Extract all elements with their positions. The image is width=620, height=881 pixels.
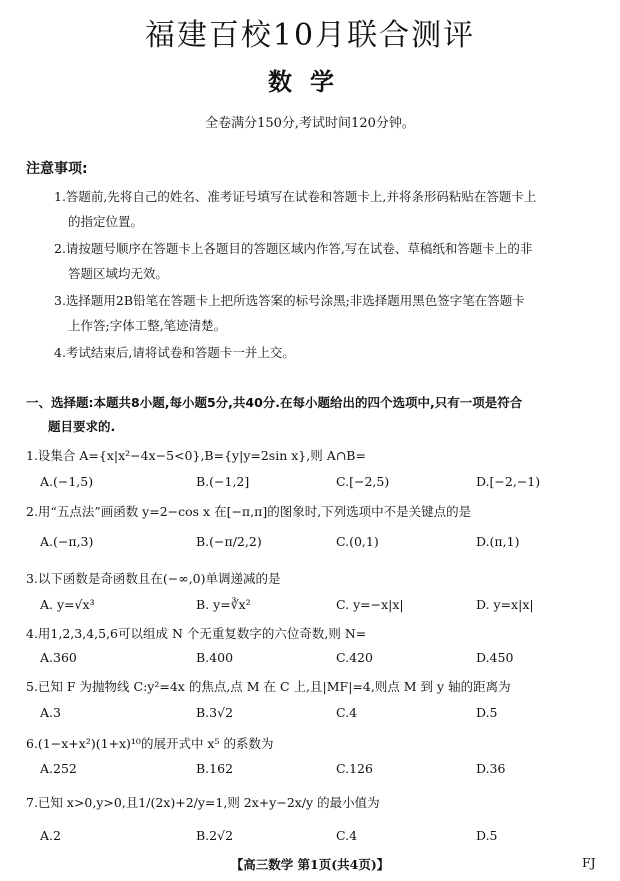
option-a: A.252 [40,761,77,776]
option-a: A.(−π,3) [40,534,94,549]
option-b: B.3√2 [196,705,234,720]
option-c: C.4 [336,705,358,720]
option-c: C.[−2,5) [336,474,390,489]
question-stem: 2.用“五点法”画函数 y=2−cos x 在[−π,π]的图象时,下列选项中不是关键点的是 [26,504,472,519]
option-d: D.5 [476,828,498,843]
page-footer: 【高三数学 第1页(共4页)】 [230,857,390,872]
option-c: C.(0,1) [336,534,379,549]
option-a: A. y=√x³ [40,597,95,612]
exam-info: 全卷满分150分,考试时间120分钟。 [205,116,415,131]
option-a: A.360 [40,650,77,665]
exam-title: 福建百校10月联合测评 [144,18,476,53]
option-b: B.(−1,2] [196,474,250,489]
notice-line: 2.请按题号顺序在答题卡上各题目的答题区域内作答,写在试卷、草稿纸和答题卡上的非 [54,241,533,256]
option-a: A.2 [40,828,61,843]
option-a: A.3 [40,705,61,720]
notice-line: 的指定位置。 [68,214,144,229]
notice-line: 3.选择题用2B铅笔在答题卡上把所选答案的标号涂黑;非选择题用黑色签字笔在答题卡 [54,293,525,308]
notice-title: 注意事项: [26,161,88,177]
question-stem: 4.用1,2,3,4,5,6可以组成 N 个无重复数字的六位奇数,则 N= [26,626,367,641]
question-stem: 3.以下函数是奇函数且在(−∞,0)单调递减的是 [26,571,281,586]
option-d: D.5 [476,705,498,720]
notice-line: 上作答;字体工整,笔迹清楚。 [68,318,227,333]
question-stem: 5.已知 F 为抛物线 C:y²=4x 的焦点,点 M 在 C 上,且|MF|=4,则点 M 到 y 轴的距离为 [26,679,511,694]
question-stem: 1.设集合 A={x|x²−4x−5<0},B={y|y=2sin x},则 A∩B= [26,448,366,463]
notice-line: 1.答题前,先将自己的姓名、准考证号填写在试卷和答题卡上,并将条形码粘贴在答题卡上 [54,189,537,204]
question-stem: 6.(1−x+x²)(1+x)¹⁰的展开式中 x⁵ 的系数为 [26,736,274,751]
option-b: B.2√2 [196,828,234,843]
option-b: B. y=∛x² [196,597,251,612]
option-d: D.(π,1) [476,534,520,549]
option-d: D.[−2,−1) [476,474,541,489]
notice-line: 4.考试结束后,请将试卷和答题卡一并上交。 [54,345,295,360]
option-c: C. y=−x|x| [336,597,404,612]
notice-line: 答题区域均无效。 [68,266,169,281]
option-d: D.450 [476,650,514,665]
option-b: B.(−π/2,2) [196,534,262,549]
footer-code: FJ [582,855,596,870]
option-b: B.400 [196,650,234,665]
option-c: C.4 [336,828,358,843]
option-d: D.36 [476,761,506,776]
option-b: B.162 [196,761,234,776]
section-title: 一、选择题:本题共8小题,每小题5分,共40分.在每小题给出的四个选项中,只有一项是符合 [26,395,523,410]
question-stem: 7.已知 x>0,y>0,且1/(2x)+2/y=1,则 2x+y−2x/y 的最小值为 [26,795,380,810]
option-c: C.420 [336,650,373,665]
subject-title: 数学 [268,67,352,96]
section-title-cont: 题目要求的. [48,419,116,434]
option-a: A.(−1,5) [40,474,94,489]
option-d: D. y=x|x| [476,597,534,612]
option-c: C.126 [336,761,373,776]
